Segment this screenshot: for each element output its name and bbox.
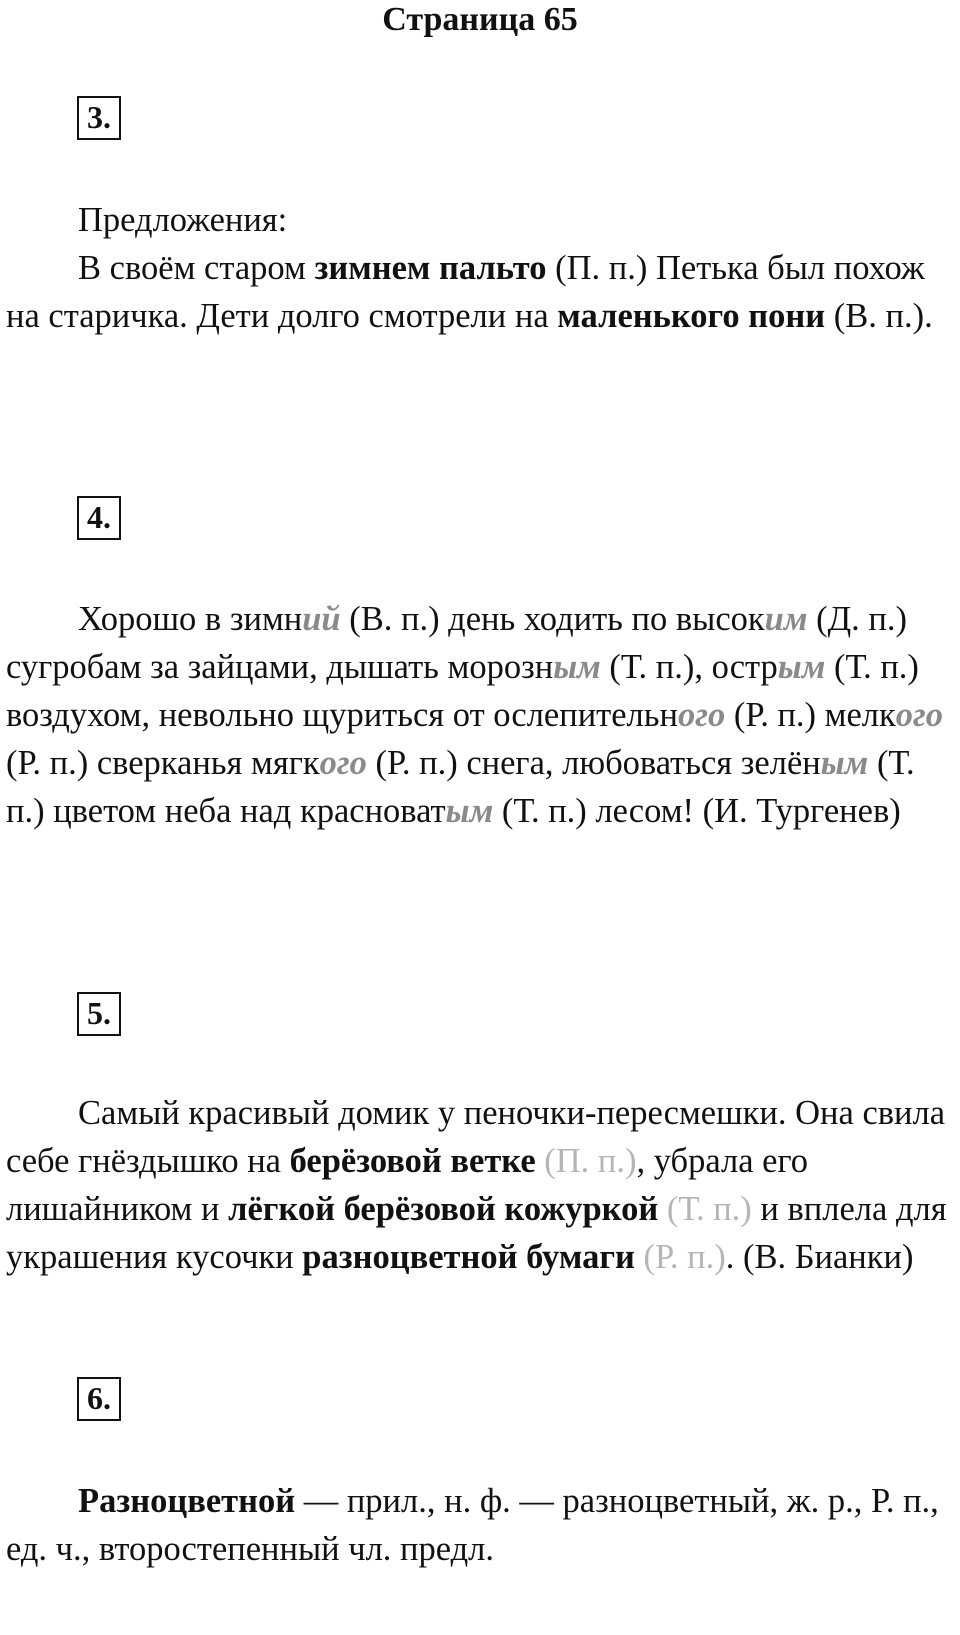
exercise-3-text bbox=[6, 196, 956, 340]
bold-phrase: разноцветной бумаги bbox=[302, 1238, 635, 1276]
text-fragment: (Т. п.) воздухом, невольно щуриться от ослепительн bbox=[6, 648, 919, 734]
text-fragment: (Р. п.) мелк bbox=[725, 696, 896, 734]
adjective-ending: ий bbox=[302, 600, 341, 638]
case-note: (Р. п.) bbox=[634, 1238, 726, 1276]
exercise-4-paragraph bbox=[6, 595, 956, 835]
exercise-number-6: 6. bbox=[77, 1377, 121, 1421]
text-fragment: (Д. п.) сугробам за зайцами, дышать морозн bbox=[6, 600, 907, 686]
text-fragment: (Т. п.) цветом неба над красноват bbox=[6, 744, 915, 830]
adjective-ending: ого bbox=[319, 744, 367, 782]
exercise-5-text bbox=[6, 1089, 956, 1281]
text-fragment: (В. п.) день ходить по высок bbox=[340, 600, 765, 638]
text-fragment: и вплела для украшения кусочки bbox=[6, 1190, 947, 1276]
adjective-ending: ого bbox=[677, 696, 726, 734]
bold-phrase: Разноцветной bbox=[78, 1482, 296, 1520]
exercise-4-text bbox=[6, 595, 956, 835]
exercise-6-text bbox=[6, 1477, 956, 1573]
exercise-3-label: Предложения: bbox=[78, 201, 288, 239]
exercise-number-3: 3. bbox=[77, 96, 121, 140]
text-fragment: — прил., н. ф. — разноцветный, ж. р., Р. п., ед. ч., второстепенный чл. предл. bbox=[6, 1482, 939, 1568]
adjective-ending: ым bbox=[445, 792, 494, 830]
exercise-5-paragraph bbox=[6, 1089, 956, 1281]
text-fragment: Самый красивый домик у пеночки-пересмешки. Она свила себе гнёздышко на bbox=[6, 1094, 946, 1180]
adjective-ending: ого bbox=[895, 696, 944, 734]
bold-phrase: берёзовой ветке bbox=[289, 1142, 536, 1180]
bold-phrase: лёгкой берёзовой кожуркой bbox=[228, 1190, 659, 1228]
bold-phrase: маленького пони bbox=[557, 297, 826, 335]
exercise-number-5: 5. bbox=[77, 992, 121, 1036]
text-fragment: (Т. п.), остр bbox=[600, 648, 778, 686]
text-fragment: (Р. п.) сверканья мягк bbox=[6, 744, 320, 782]
exercise-3-sentences bbox=[6, 244, 956, 340]
case-note: (Т. п.) bbox=[658, 1190, 752, 1228]
text-fragment: (В. п.). bbox=[825, 297, 933, 335]
text-fragment: . (В. Бианки) bbox=[725, 1238, 914, 1276]
page-title: Страница 65 bbox=[382, 1, 578, 38]
exercise-number-4: 4. bbox=[77, 496, 121, 540]
text-fragment: Хорошо в зимн bbox=[78, 600, 303, 638]
text-fragment: (П. п.) Петька был похож на старичка. Дети долго смотрели на bbox=[6, 249, 925, 335]
text-fragment: (Т. п.) лесом! (И. Тургенев) bbox=[493, 792, 901, 830]
exercise-6-paragraph bbox=[6, 1477, 956, 1573]
text-fragment: В своём старом bbox=[78, 249, 315, 287]
adjective-ending: ым bbox=[820, 744, 869, 782]
bold-phrase: зимнем пальто bbox=[314, 249, 547, 287]
adjective-ending: ым bbox=[553, 648, 601, 686]
adjective-ending: ым bbox=[777, 648, 826, 686]
text-fragment: , убрала его лишайником и bbox=[6, 1142, 808, 1228]
adjective-ending: им bbox=[764, 600, 808, 638]
text-fragment: (Р. п.) снега, любоваться зелён bbox=[366, 744, 821, 782]
case-note: (П. п.) bbox=[535, 1142, 637, 1180]
